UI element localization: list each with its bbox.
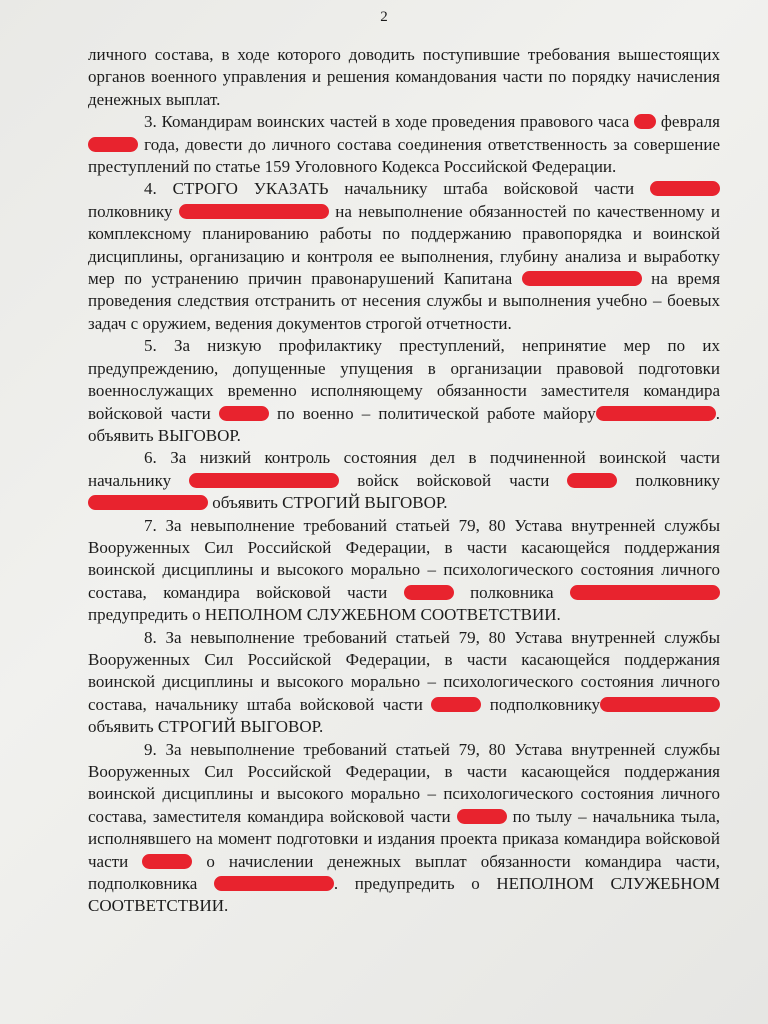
paragraph-text: полковнику [88, 201, 179, 221]
paragraph-text: 7. За невыполнение требований статьей 79, 80 Устава внутренней службы Вооруженных Сил Российской Федерации, в части касающейся поддержания воинской дисциплины и высокого морально – психологического состояния личного состава, командира войсковой части [88, 515, 720, 602]
paragraph-item-8 [88, 627, 720, 739]
paragraph-item-6 [88, 447, 720, 514]
redaction-mark [88, 137, 138, 152]
redaction-mark [570, 585, 720, 600]
redaction-mark [214, 876, 334, 891]
paragraph-text: объявить СТРОГИЙ ВЫГОВОР. [88, 717, 324, 737]
page-number: 2 [380, 9, 388, 25]
paragraph-text: . объявить ВЫГОВОР. [88, 403, 720, 445]
paragraph-text: на время проведения следствия отстранить от несения службы и выполнения учебно – боевых задач с оружием, ведения документов строгой отчетности. [88, 269, 721, 333]
paragraph-text: личного состава, в ходе которого доводить поступившие требования вышестоящих органов военного управления и решения командования части по порядку начисления денежных выплат. [88, 45, 720, 109]
paragraph-item-3 [88, 111, 720, 178]
paragraph-text: 5. За низкую профилактику преступлений, непринятие мер по их предупреждению, допущенные упущения в организации правовой подготовки военнослужащих временно исполняющему обязанности заместителя командира войсковой части [88, 336, 720, 423]
paragraph-text: войск войсковой части [339, 470, 568, 490]
paragraph-text: по тылу – начальника тыла, исполнявшего на момент подготовки и издания проекта приказа командира войсковой части [88, 806, 720, 871]
paragraph-text: объявить СТРОГИЙ ВЫГОВОР. [208, 493, 448, 513]
paragraph-item-9 [88, 739, 720, 918]
paragraph-text: 4. СТРОГО УКАЗАТЬ начальнику штаба войсковой части [144, 179, 650, 199]
redaction-mark [88, 495, 208, 510]
redaction-mark [189, 473, 339, 488]
paragraph-item-7 [88, 515, 720, 627]
redaction-mark [522, 271, 642, 286]
paragraph-text: на невыполнение обязанностей по качественному и комплексному планированию работы по поддержанию правопорядка и воинской дисциплины, организацию и контроля ее выполнения, глубину анализа и выработку мер по устранению причин правонарушений Капитана [88, 201, 720, 289]
paragraph-text: о начислении денежных выплат обязанности командира части, подполковника [88, 851, 720, 894]
paragraph-text: полковнику [617, 470, 720, 490]
redaction-mark [567, 473, 617, 488]
paragraph-text: полковника [453, 582, 570, 602]
redaction-mark [219, 406, 269, 421]
paragraph-text: . предупредить о НЕПОЛНОМ СЛУЖЕБНОМ СООТВЕТСТВИИ. [88, 874, 721, 916]
paragraph-text: года, довести до личного состава соединения ответственность за совершение преступлений по статье 159 Уголовного Кодекса Российской Федерации. [88, 134, 720, 177]
redaction-mark [431, 697, 481, 712]
paragraph-text: предупредить о НЕПОЛНОМ СЛУЖЕБНОМ СООТВЕТСТВИИ. [88, 605, 561, 625]
redaction-mark [600, 697, 720, 712]
document-body [88, 44, 720, 918]
paragraph-text: 9. За невыполнение требований статьей 79, 80 Устава внутренней службы Вооруженных Сил Российской Федерации, в части касающейся поддержания воинской дисциплины и высокого морально – психологического состояния личного состава, заместителя командира войсковой части [88, 739, 720, 826]
paragraph-item-4 [88, 178, 720, 335]
paragraph-continuation [88, 44, 720, 111]
paragraph-text: по военно – политической работе майору [268, 403, 596, 423]
redaction-mark [596, 406, 716, 421]
paragraph-text: 3. Командирам воинских частей в ходе проведения правового часа [144, 112, 635, 132]
paragraph-text: февраля [656, 112, 720, 132]
paragraph-text: 6. За низкий контроль состояния дел в подчиненной воинской части начальнику [88, 448, 720, 490]
redaction-mark [142, 854, 192, 869]
redaction-mark [404, 585, 454, 600]
redaction-mark [634, 114, 656, 129]
redaction-mark [650, 181, 720, 196]
redaction-mark [179, 204, 329, 219]
paragraph-text: 8. За невыполнение требований статьей 79, 80 Устава внутренней службы Вооруженных Сил Российской Федерации, в части касающейся поддержания воинской дисциплины и высокого морально – психологического состояния личного состава, начальнику штаба войсковой части [88, 627, 720, 714]
redaction-mark [457, 809, 507, 824]
paragraph-item-5 [88, 335, 720, 447]
paragraph-text: подполковнику [481, 694, 600, 714]
